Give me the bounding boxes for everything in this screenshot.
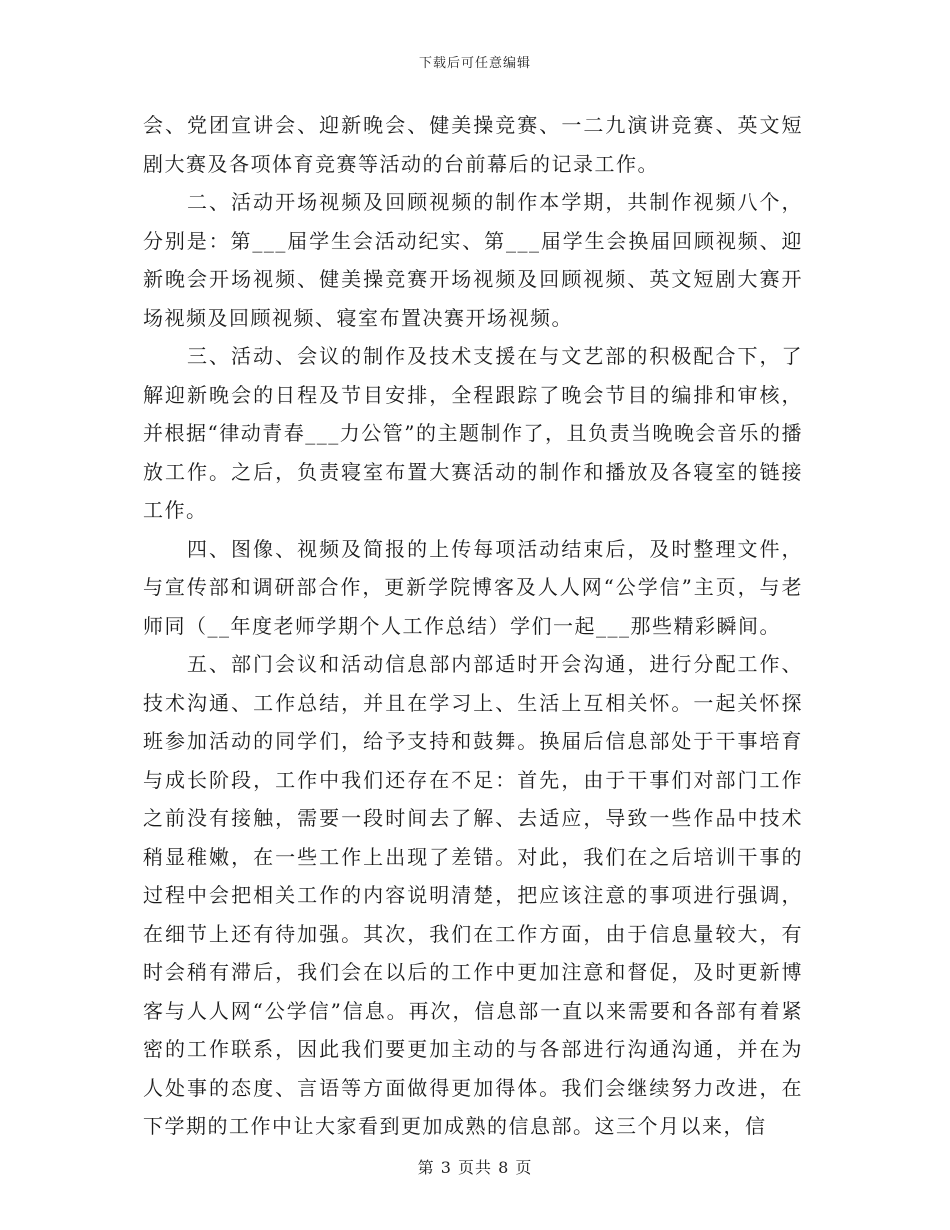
paragraph-tech-support: 三、活动、会议的制作及技术支援在与文艺部的积极配合下，了解迎新晚会的日程及节目安排，全程跟踪了晚会节目的编排和审核，并根据“律动青春___力公管”的主题制作了，且负责当晚晚会音乐的播放工作。之后，负责寝室布置大赛活动的制作和播放及各寝室的链接工作。 <box>143 344 803 522</box>
paragraph-upload: 四、图像、视频及简报的上传每项活动结束后，及时整理文件，与宣传部和调研部合作，更新学院博客及人人网“公学信”主页，与老师同（__年度老师学期个人工作总结）学们一起___那些精彩瞬间。 <box>143 536 803 638</box>
document-body <box>143 106 803 1146</box>
paragraph-video-production: 二、活动开场视频及回顾视频的制作本学期，共制作视频八个，分别是：第___届学生会活动纪实、第___届学生会换届回顾视频、迎新晚会开场视频、健美操竞赛开场视频及回顾视频、英文短剧大赛开场视频及回顾视频、寝室布置决赛开场视频。 <box>143 190 803 330</box>
page-header: 下载后可任意编辑 <box>418 56 531 71</box>
paragraph-meetings: 五、部门会议和活动信息部内部适时开会沟通，进行分配工作、技术沟通、工作总结，并且在学习上、生活上互相关怀。一起关怀探班参加活动的同学们，给予支持和鼓舞。换届后信息部处于干事培育与成长阶段，工作中我们还存在不足：首先，由于干事们对部门工作之前没有接触，需要一段时间去了解、去适应，导致一些作品中技术稍显稚嫩，在一些工作上出现了差错。对此，我们在之后培训干事的过程中会把相关工作的内容说明清楚，把应该注意的事项进行强调，在细节上还有待加强。其次，我们在工作方面，由于信息量较大，有时会稍有滞后，我们会在以后的工作中更加注意和督促，及时更新博客与人人网“公学信”信息。再次，信息部一直以来需要和各部有着紧密的工作联系，因此我们要更加主动的与各部进行沟通沟通，并在为人处事的态度、言语等方面做得更加得体。我们会继续努力改进，在下学期的工作中让大家看到更加成熟的信息部。这三个月以来，信 <box>143 652 803 1138</box>
page-footer: 第 3 页共 8 页 <box>417 1158 533 1177</box>
paragraph-continued: 会、党团宣讲会、迎新晚会、健美操竞赛、一二九演讲竞赛、英文短剧大赛及各项体育竞赛等活动的台前幕后的记录工作。 <box>143 113 803 176</box>
